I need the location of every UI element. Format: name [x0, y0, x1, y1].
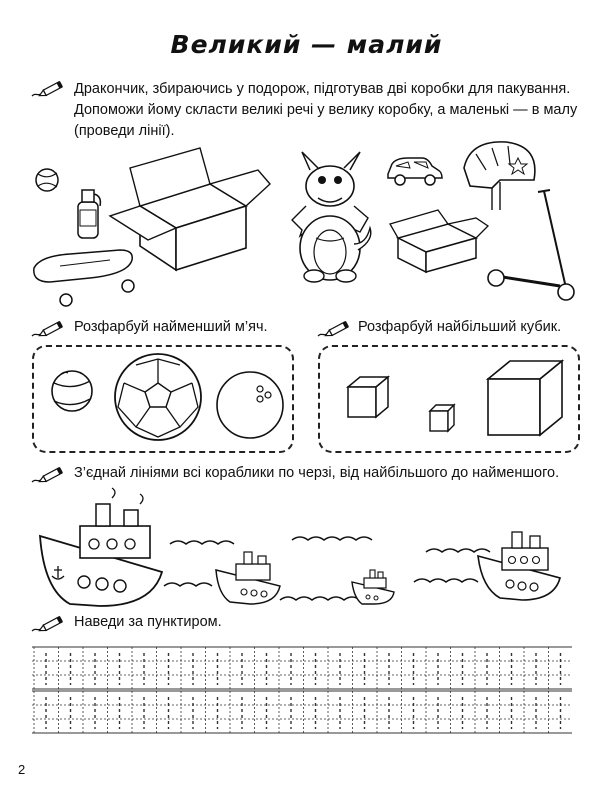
ship-icon[interactable]: [40, 488, 162, 606]
pencil-icon: [30, 322, 64, 338]
task4-instruction: З’єднай лініями всі кораблики по черзі, від найбільшого до найменшого.: [74, 465, 560, 481]
ship-icon[interactable]: [478, 532, 560, 600]
bottle-icon: [78, 190, 100, 238]
cube-icon[interactable]: [488, 361, 562, 435]
ships-illustration: [30, 486, 590, 616]
box-icon: [110, 148, 270, 270]
task1-line1: Дракончик, збираючись у подорож, підготував дві коробки для пакування.: [74, 81, 571, 97]
ball-icon[interactable]: [217, 372, 283, 438]
cubes-illustration: [318, 345, 580, 453]
cube-icon[interactable]: [348, 377, 388, 417]
helmet-icon: [464, 142, 535, 210]
ship-icon[interactable]: [216, 552, 280, 604]
ball-icon[interactable]: [115, 354, 201, 440]
task2-instruction: Розфарбуй найменший м’яч.: [74, 319, 268, 335]
pencil-icon: [316, 322, 350, 338]
ball-icon[interactable]: [52, 371, 92, 411]
task1-line2: Допоможи йому скласти великі речі у велику коробку, а маленькі — в малу: [74, 102, 578, 118]
task1-illustration: [30, 140, 590, 310]
task1-instructions: [74, 79, 594, 142]
pencil-icon: [30, 468, 64, 484]
pencil-icon: [30, 82, 64, 98]
scooter-icon: [488, 190, 574, 300]
balls-illustration: [32, 345, 294, 453]
pencil-icon: [30, 617, 64, 633]
task5-instruction: Наведи за пунктиром.: [74, 614, 222, 630]
task1-line3: (проведи лінії).: [74, 123, 175, 139]
box-icon: [390, 210, 488, 272]
car-icon: [388, 158, 442, 185]
page-number: 2: [18, 762, 26, 777]
tracing-grid[interactable]: [32, 645, 574, 735]
ball-icon: [36, 169, 58, 191]
dragon-icon: [292, 152, 371, 282]
cube-icon[interactable]: [430, 405, 454, 431]
page-title: Великий — малий: [170, 30, 443, 59]
task3-instruction: Розфарбуй найбільший кубик.: [358, 319, 562, 335]
ship-icon[interactable]: [352, 570, 394, 604]
wave-icon: [164, 537, 490, 600]
skateboard-icon: [34, 250, 134, 306]
